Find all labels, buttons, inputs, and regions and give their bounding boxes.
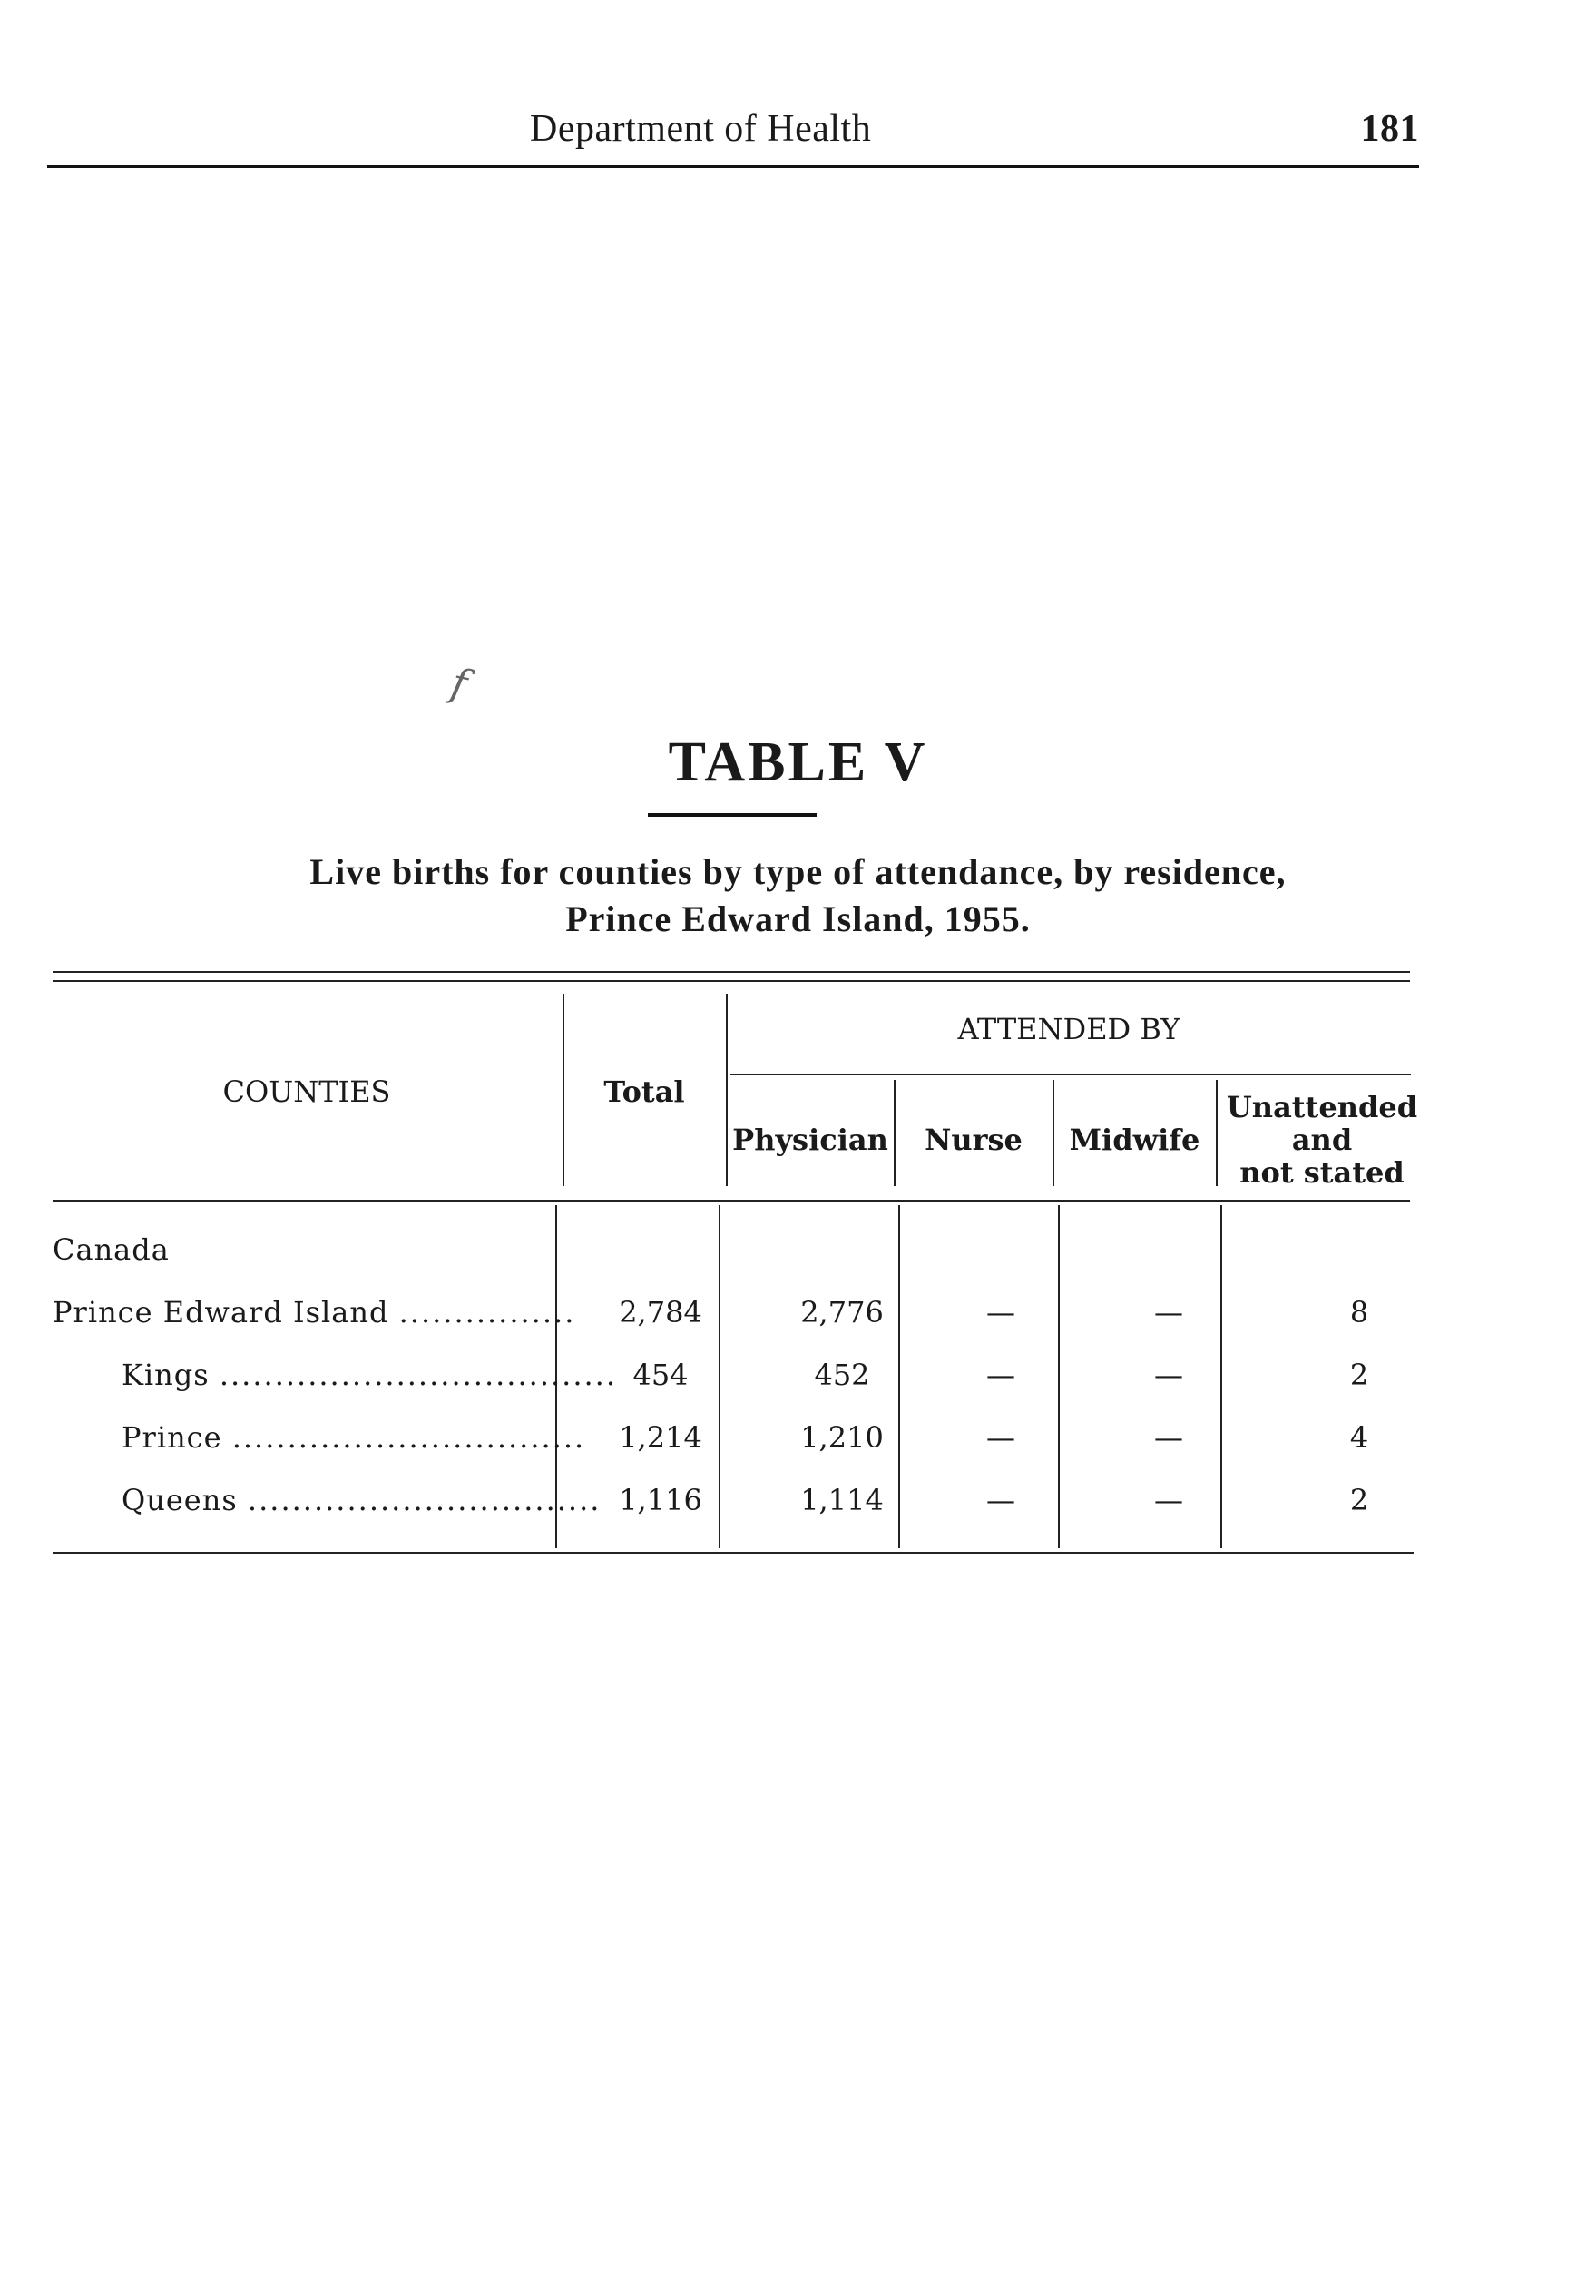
table-row [53,1295,1414,1335]
unattended-line-1: Unattended [1226,1090,1418,1124]
column-header-counties: COUNTIES [222,1074,391,1109]
leader-dots: ................................ [247,1483,602,1517]
cell-midwife: — [1154,1420,1183,1455]
county-name: Canada [53,1232,170,1267]
stray-pencil-mark: f [446,659,472,709]
county-name: Queens ................................ [122,1483,602,1517]
cell-midwife: — [1154,1358,1183,1392]
attended-by-rule [730,1074,1411,1075]
cell-nurse: — [986,1483,1015,1517]
cell-total: 1,214 [619,1420,702,1455]
column-header-nurse: Nurse [925,1123,1023,1157]
county-name: Prince Edward Island ................ [53,1295,576,1330]
table-row [53,1483,1414,1523]
leader-dots: ................ [398,1295,576,1330]
county-name: Kings .................................... [122,1358,618,1392]
cell-unattended: 2 [1349,1358,1369,1392]
table-row [53,1420,1414,1460]
cell-midwife: — [1154,1295,1183,1330]
caption-line-2: Prince Edward Island, 1955. [565,898,1031,939]
table-title: TABLE V [668,731,928,793]
header-bottom-rule [53,1200,1410,1202]
unattended-line-3: not stated [1239,1155,1405,1190]
column-header-unattended [1218,1091,1426,1189]
running-head-title: Department of Health [530,108,872,150]
table-top-double-rule [53,971,1410,982]
cell-nurse: — [986,1295,1015,1330]
column-header-physician: Physician [732,1123,888,1157]
county-name: Prince ................................ [122,1420,586,1455]
caption-line-1: Live births for counties by type of attendance, by residence, [309,851,1287,892]
cell-total: 2,784 [619,1295,702,1330]
table-bottom-rule [53,1552,1414,1554]
leader-dots: ................................ [231,1420,586,1455]
cell-unattended: 2 [1349,1483,1369,1517]
cell-nurse: — [986,1420,1015,1455]
header-rule [47,165,1419,168]
cell-physician: 1,114 [800,1483,884,1517]
cell-nurse: — [986,1358,1015,1392]
column-group-attended-by: ATTENDED BY [957,1012,1180,1046]
leader-dots: .................................... [219,1358,618,1392]
cell-total: 1,116 [619,1483,702,1517]
cell-total: 454 [632,1358,689,1392]
cell-physician: 452 [814,1358,870,1392]
unattended-line-2: and [1291,1123,1353,1157]
cell-physician: 1,210 [800,1420,884,1455]
cell-unattended: 4 [1349,1420,1369,1455]
column-header-total: Total [603,1074,685,1109]
page-number: 181 [1360,108,1419,150]
table-row [53,1358,1414,1398]
column-header-midwife: Midwife [1069,1123,1200,1157]
table-caption [0,849,1596,943]
cell-unattended: 8 [1349,1295,1369,1330]
cell-midwife: — [1154,1483,1183,1517]
table-row [53,1232,1414,1272]
cell-physician: 2,776 [800,1295,884,1330]
title-rule [648,813,817,817]
